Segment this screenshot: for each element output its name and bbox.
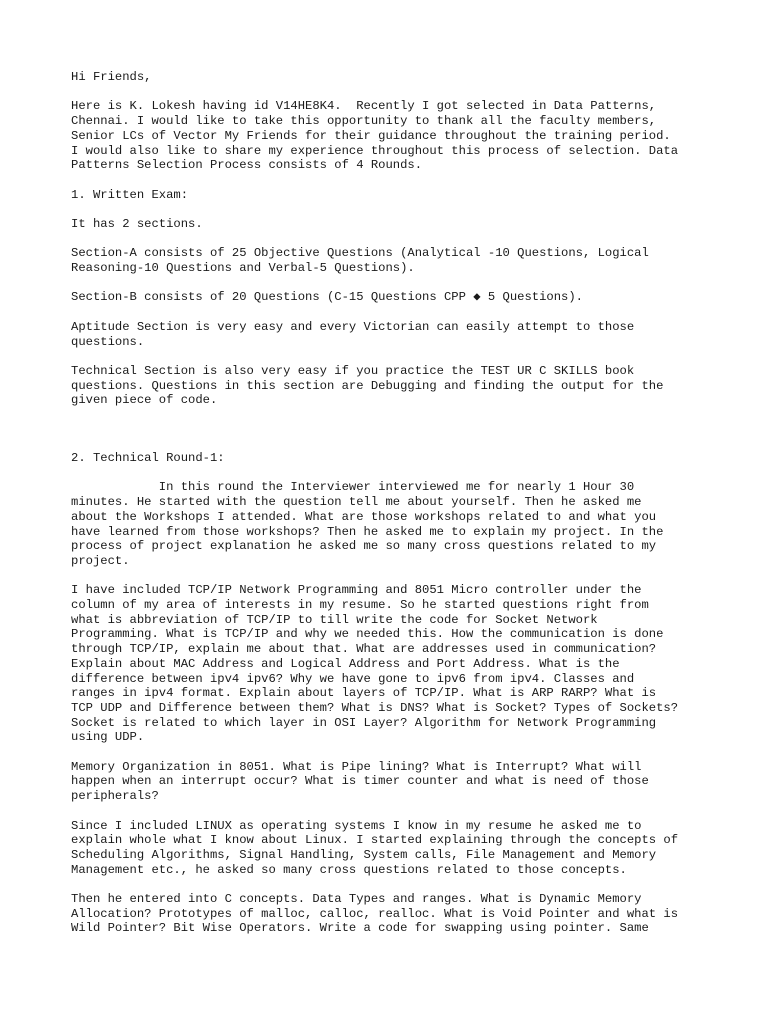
c-concepts-paragraph [71,892,711,936]
technical-section-line: given piece of code. [71,393,218,408]
tcpip-line: Socket is related to which layer in OSI Layer? Algorithm for Network Programming [71,715,657,730]
memory-line: peripherals? [71,789,159,804]
technical-section-line: Technical Section is also very easy if you practice the TEST UR C SKILLS book [71,363,635,378]
section-b-paragraph: Section-B consists of 20 Questions (C-15 Questions CPP ◆ 5 Questions). [71,290,583,305]
tcpip-line: Programming. What is TCP/IP and why we needed this. How the communication is done [71,627,664,642]
greeting: Hi Friends, [71,70,152,84]
tcpip-line: what is abbreviation of TCP/IP to till write the code for Socket Network [71,612,598,627]
section-a-line: Section-A consists of 25 Objective Questions (Analytical -10 Questions, Logical [71,246,649,261]
tcpip-line: difference between ipv4 ipv6? Why we have gone to ipv6 from ipv4. Classes and [71,671,635,686]
tcpip-line: through TCP/IP, explain me about that. What are addresses used in communication? [71,642,657,657]
tcpip-line: column of my area of interests in my resume. So he started questions right from [71,598,649,613]
tcpip-line: Explain about MAC Address and Logical Address and Port Address. What is the [71,656,620,671]
tcpip-line: using UDP. [71,730,145,745]
round-intro-line: project. [71,553,130,568]
round-intro-line: process of project explanation he asked me so many cross questions related to my [71,539,657,554]
technical-round-heading: 2. Technical Round-1: [71,451,225,466]
linux-line: Scheduling Algorithms, Signal Handling, System calls, File Management and Memory [71,847,657,862]
linux-paragraph [71,819,711,878]
round-intro-paragraph [71,480,711,568]
section-a-line: Reasoning-10 Questions and Verbal-5 Questions). [71,261,415,276]
technical-section-paragraph [71,364,711,408]
sections-count: It has 2 sections. [71,216,203,231]
aptitude-line: questions. [71,334,145,349]
round-intro-line: have learned from those workshops? Then he asked me to explain my project. In the [71,524,664,539]
intro-line: Senior LCs of Vector My Friends for their guidance throughout the training period. [71,128,671,143]
section-a-paragraph [71,246,711,275]
aptitude-line: Aptitude Section is very easy and every Victorian can easily attempt to those [71,319,635,334]
memory-line: Memory Organization in 8051. What is Pipe lining? What is Interrupt? What will [71,759,642,774]
intro-line: Chennai. I would like to take this opportunity to thank all the faculty members, [71,114,657,129]
round-intro-line: In this round the Interviewer interviewed me for nearly 1 Hour 30 [71,480,635,495]
tcpip-line: TCP UDP and Difference between them? What is DNS? What is Socket? Types of Sockets? [71,700,679,715]
intro-line: Patterns Selection Process consists of 4 Rounds. [71,158,423,173]
memory-line: happen when an interrupt occur? What is timer counter and what is need of those [71,774,649,789]
c-concepts-line: Allocation? Prototypes of malloc, calloc, realloc. What is Void Pointer and what is [71,906,679,921]
memory-paragraph [71,760,711,804]
written-exam-heading: 1. Written Exam: [71,187,189,202]
c-concepts-line: Then he entered into C concepts. Data Types and ranges. What is Dynamic Memory [71,892,642,907]
technical-section-line: questions. Questions in this section are Debugging and finding the output for the [71,378,664,393]
tcpip-line: I have included TCP/IP Network Programming and 8051 Micro controller under the [71,583,642,598]
tcpip-line: ranges in ipv4 format. Explain about layers of TCP/IP. What is ARP RARP? What is [71,686,657,701]
aptitude-paragraph [71,320,711,349]
c-concepts-line: Wild Pointer? Bit Wise Operators. Write a code for swapping using pointer. Same [71,921,649,936]
round-intro-line: about the Workshops I attended. What are those workshops related to and what you [71,509,657,524]
linux-line: Since I included LINUX as operating systems I know in my resume he asked me to [71,818,642,833]
intro-paragraph [71,99,711,173]
round-intro-line: minutes. He started with the question tell me about yourself. Then he asked me [71,495,642,510]
linux-line: explain whole what I know about Linux. I started explaining through the concepts of [71,833,679,848]
document-page [71,70,711,936]
intro-line: Here is K. Lokesh having id V14HE8K4. Recently I got selected in Data Patterns, [71,99,657,114]
tcpip-paragraph [71,583,711,745]
intro-line: I would also like to share my experience throughout this process of selection. Data [71,143,679,158]
linux-line: Management etc., he asked so many cross questions related to those concepts. [71,862,627,877]
